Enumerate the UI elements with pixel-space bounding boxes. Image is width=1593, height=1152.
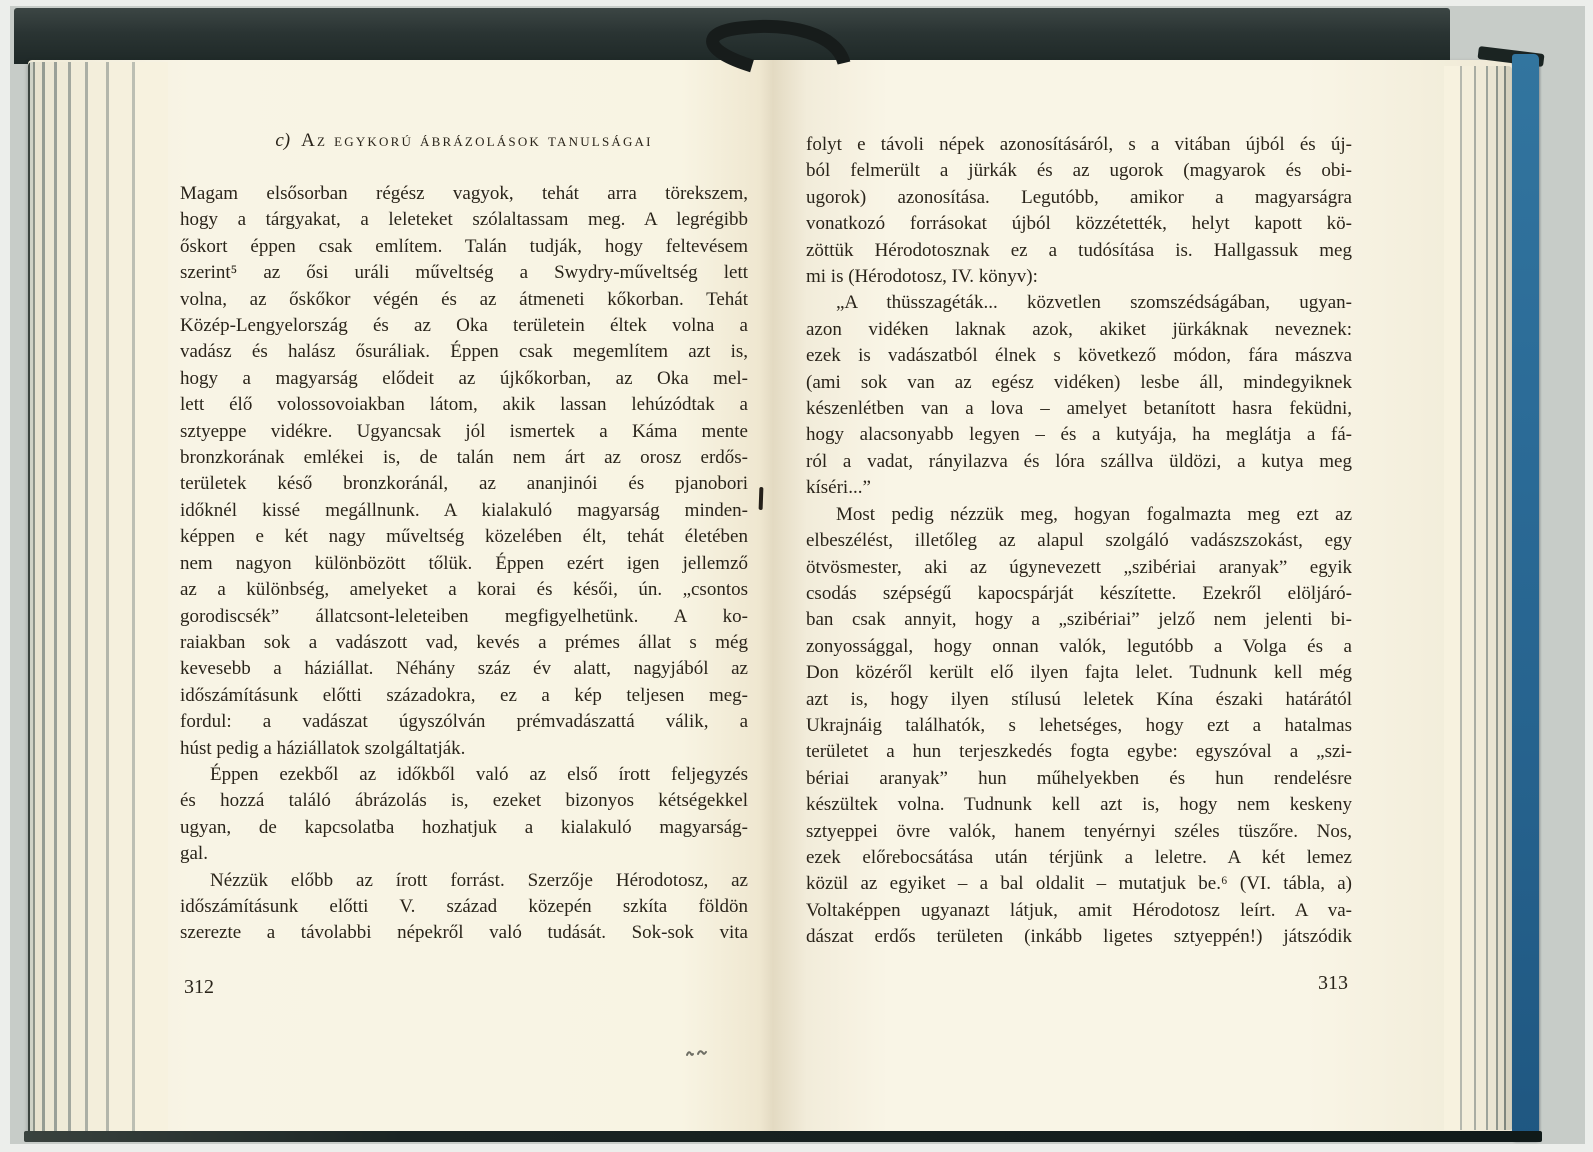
text-line: raiakban sok a vadászott vad, kevés a prémes állat s még: [180, 631, 748, 653]
text-line: hogy a magyarság elődeit az újkőkorban, az Oka mel-: [180, 367, 748, 389]
left-page: [180, 130, 748, 947]
text-line: (ami sok van az egész vidéken) lesbe áll, mindegyiknek: [806, 371, 1352, 393]
right-page-body: [806, 132, 1352, 951]
text-line: azon vidéken laknak azok, akiket jürkáknak neveznek:: [806, 318, 1352, 340]
smudge-mark: [685, 1047, 709, 1059]
text-line: ról a vadat, rányilazva és lóra szállva üldözi, a kutya meg: [806, 450, 1352, 472]
text-line: hogy a tárgyakat, a leleteket szólaltassam meg. A legrégibb: [180, 209, 748, 231]
text-line: készültek volna. Tudnunk kell azt is, hogy nem keskeny: [806, 794, 1352, 816]
text-line: fordul: a vadászat úgyszólván prémvadászattá válik, a: [180, 711, 748, 733]
text-line: készenlétben van a lova – amelyet betanított hasra feküdni,: [806, 398, 1352, 420]
text-line: „A thüsszagéták... közvetlen szomszédságában, ugyan-: [836, 292, 1352, 314]
page-number-left: 312: [184, 976, 214, 998]
ink-mark: [759, 487, 764, 510]
text-line: bériai aranyak” hun műhelyekben és hun rendelésre: [806, 767, 1352, 789]
text-line: képpen e két nagy műveltség közelében élt, tehát életében: [180, 526, 748, 548]
text-line: mi is (Hérodotosz, IV. könyv):: [806, 266, 1038, 288]
text-line: és hozzá találó ábrázolás is, ezeket bizonyos kétségekkel: [180, 790, 748, 812]
bookmark-ribbon: [680, 0, 880, 90]
text-line: ugyan, de kapcsolatba hozhatjuk a kialakuló magyarság-: [180, 816, 748, 838]
text-line: ból felmerült a jürkák és az ugorok (magyarok és obi-: [806, 160, 1352, 182]
page-edges-left: [28, 62, 168, 1134]
text-line: Don közéről került elő ilyen fajta lelet. Tudnunk kell még: [806, 662, 1352, 684]
text-line: elbeszélést, illetőleg az alapul szolgáló vadászszokást, egy: [806, 530, 1352, 552]
text-line: szerezte a távolabbi népekről való tudását. Sok-sok vita: [180, 922, 748, 944]
text-line: területek késő bronzkoránál, az ananjinói és pjanobori: [180, 473, 748, 495]
text-line: zöttük Hérodotosznak ez a tudósítása is. Hallgassuk meg: [806, 239, 1352, 261]
text-line: dászat erdős területen (inkább ligetes sztyeppén!) játszódik: [806, 926, 1352, 948]
text-line: ötvösmester, aki az úgynevezett „szibériai aranyak” egyik: [806, 556, 1352, 578]
book-cover-bottom-edge: [24, 1131, 1542, 1142]
left-page-body: [180, 181, 748, 947]
text-line: húst pedig a háziállatok szolgáltatják.: [180, 737, 466, 759]
right-page: [806, 132, 1352, 951]
section-heading-prefix: c): [275, 130, 291, 151]
text-line: időknél kissé megállnunk. A kialakuló magyarság minden-: [180, 499, 748, 521]
text-line: Most pedig nézzük meg, hogyan fogalmazta meg ezt az: [836, 503, 1352, 525]
page-edges-right: [1444, 66, 1512, 1130]
text-line: szerint⁵ az ősi uráli műveltség a Swydry-műveltség lett: [180, 262, 748, 284]
text-line: kíséri...”: [806, 477, 871, 499]
text-line: Közép-Lengyelország és az Oka területein éltek volna a: [180, 315, 748, 337]
text-line: sztyeppe vidékre. Ugyancsak jól ismertek a Káma mente: [180, 420, 748, 442]
text-line: vonatkozó forrásokat újból közzétették, helyt kapott kö-: [806, 213, 1352, 235]
text-line: az a különbség, amelyeket a korai és késői, ún. „csontos: [180, 579, 748, 601]
text-line: közül az egyiket – a bal oldalit – mutatjuk be.⁶ (VI. tábla, a): [806, 873, 1352, 895]
text-line: Magam elsősorban régész vagyok, tehát arra törekszem,: [180, 183, 748, 204]
text-line: hogy alacsonyabb legyen – és a kutyája, ha meglátja a fá-: [806, 424, 1352, 446]
text-line: időszámításunk előtti V. század közepén szkíta földön: [180, 895, 748, 917]
text-line: azt is, hogy ilyen stílusú leletek Kína északi határától: [806, 688, 1352, 710]
section-heading-title: Az egykorú ábrázolások tanulságai: [301, 130, 653, 151]
text-line: lett élő volossovoiakban látom, akik lassan lehúzódtak a: [180, 394, 748, 416]
text-line: gal.: [180, 843, 208, 865]
text-line: nem nagyon különbözött tőlük. Éppen ezért igen jellemző: [180, 552, 748, 574]
text-line: Éppen ezekből az időkből való az első írott feljegyzés: [210, 763, 748, 785]
text-line: folyt e távoli népek azonosításáról, s a vitában újból és új-: [806, 134, 1352, 155]
text-line: csodás szépségű kapocspárját készítette. Ezekről elöljáró-: [806, 582, 1352, 604]
text-line: ugorok) azonosítása. Legutóbb, amikor a magyarságra: [806, 186, 1352, 208]
text-line: Voltaképpen ugyanazt látjuk, amit Hérodotosz leírt. A va-: [806, 899, 1352, 921]
text-line: Ukrajnáig találhatók, s lehetséges, hogy ezt a hatalmas: [806, 714, 1352, 736]
book-cover-right-edge: [1512, 54, 1539, 1142]
text-line: ban csak annyit, hogy a „szibériai” jelző nem jelenti bi-: [806, 609, 1352, 631]
text-line: bronzkorának emlékei is, de talán nem árt az orosz erdős-: [180, 447, 748, 469]
text-line: területet a hun terjeszkedés fogta egybe: egyszóval a „szi-: [806, 741, 1352, 763]
page-number-right: 313: [1318, 972, 1348, 994]
text-line: őskort éppen csak említem. Talán tudják, hogy feltevésem: [180, 235, 748, 257]
text-line: sztyeppei övre valók, hanem tenyérnyi széles tüszőre. Nos,: [806, 820, 1352, 842]
text-line: gorodiscsék” állatcsont-leleteiben megfigyelhetünk. A ko-: [180, 605, 748, 627]
text-line: zonyossággal, hogy onnan valók, legutóbb a Volga és a: [806, 635, 1352, 657]
text-line: vadász és halász ősuráliak. Éppen csak megemlítem azt is,: [180, 341, 748, 363]
text-line: volna, az őskőkor végén és az átmeneti kőkorban. Tehát: [180, 288, 748, 310]
section-heading: [180, 130, 748, 152]
text-line: kevesebb a háziállat. Néhány száz év alatt, nagyjából az: [180, 658, 748, 680]
text-line: ezek is vadászatból élnek s következő módon, fára mászva: [806, 345, 1352, 367]
text-line: időszámításunk előtti századokra, ez a kép teljesen meg-: [180, 684, 748, 706]
text-line: ezek előrebocsátása után térjünk a leletre. A két lemez: [806, 846, 1352, 868]
text-line: Nézzük előbb az írott forrást. Szerzője Hérodotosz, az: [210, 869, 748, 891]
